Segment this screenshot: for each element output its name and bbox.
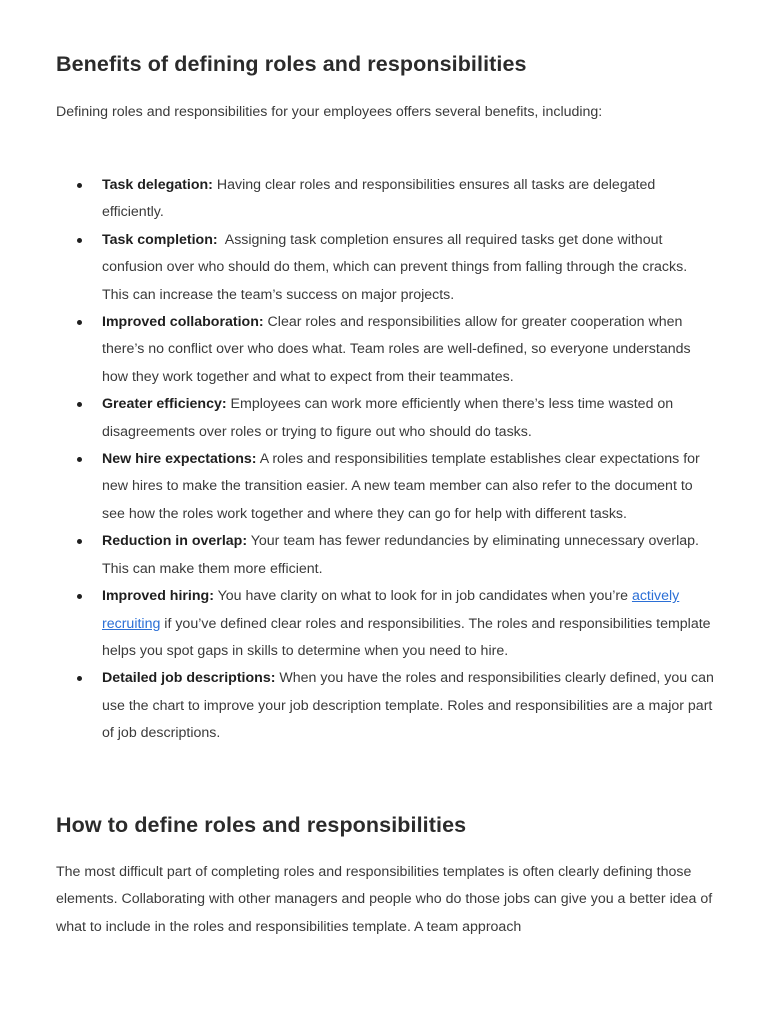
list-item-improved-hiring: [56, 583, 716, 665]
list-item-text: Employees can work more efficiently when there’s less time wasted on disagreements over roles or trying to figure out who should do tasks.: [102, 396, 674, 440]
list-item-text: if you’ve defined clear roles and responsibilities. The roles and responsibilities template helps you spot gaps in skills to determine when you need to hire.: [102, 615, 711, 659]
bullet-icon: [77, 402, 82, 407]
list-item-new-hire-expectations: [56, 446, 716, 528]
list-item-improved-collaboration: [56, 309, 716, 391]
bullet-icon: [77, 457, 82, 462]
list-item-detailed-job-descriptions: [56, 665, 716, 747]
bullet-icon: [77, 676, 82, 681]
benefits-list: [56, 172, 716, 748]
bullet-icon: [77, 594, 82, 599]
list-item-task-completion: [56, 227, 716, 309]
list-item-term: Reduction in overlap:: [102, 533, 248, 550]
list-item-text: When you have the roles and responsibilities clearly defined, you can use the chart to improve your job description template. Roles and responsibilities are a major part of job descriptions.: [102, 670, 714, 742]
list-item-reduction-in-overlap: [56, 528, 716, 583]
list-item-term: Greater efficiency:: [102, 396, 227, 413]
list-item-text: You have clarity on what to look for in job candidates when you’re: [213, 588, 632, 605]
list-item-task-delegation: [56, 172, 716, 227]
list-item-term: New hire expectations:: [102, 451, 257, 468]
list-item-text: Your team has fewer redundancies by eliminating unnecessary overlap. This can make them more efficient.: [102, 533, 699, 577]
list-item-term: Task delegation:: [102, 177, 213, 193]
list-item-greater-efficiency: [56, 391, 716, 446]
bullet-icon: [77, 539, 82, 544]
body-paragraph: The most difficult part of completing roles and responsibilities templates is often clearly defining those elements. Collaborating with other managers and people who do those jobs can give you a better idea of what to include in the roles and responsibilities template. A team approach: [56, 864, 713, 935]
intro-paragraph: Defining roles and responsibilities for your employees offers several benefits, including:: [56, 104, 603, 120]
list-item-text: Clear roles and responsibilities allow for greater cooperation when there’s no conflict over who does what. Team roles are well-defined, so everyone understands how they work together and what to expect from their teammates.: [102, 314, 691, 385]
list-item-term: Detailed job descriptions:: [102, 670, 276, 687]
list-item-text: Having clear roles and responsibilities ensures all tasks are delegated efficiently.: [102, 177, 656, 221]
list-item-term: Task completion:: [102, 231, 218, 248]
list-item-term: Improved collaboration:: [102, 314, 264, 331]
list-item-term: Improved hiring:: [102, 588, 214, 605]
bullet-icon: [77, 320, 82, 325]
section-heading-benefits: Benefits of defining roles and responsibilities: [56, 52, 527, 76]
list-item-text: A roles and responsibilities template establishes clear expectations for new hires to make the transition easier. A new team member can also refer to the document to see how the roles work together and where they can go for help with different tasks.: [102, 451, 700, 522]
list-item-text: Assigning task completion ensures all required tasks get done without confusion over who should do them, which can prevent things from falling through the cracks. This can increase the team’s success on major projects.: [102, 231, 691, 303]
bullet-icon: [77, 238, 82, 243]
actively-recruiting-link[interactable]: actively recruiting: [102, 588, 680, 632]
bullet-icon: [77, 183, 82, 188]
section-heading-how-to-define: How to define roles and responsibilities: [56, 813, 467, 837]
